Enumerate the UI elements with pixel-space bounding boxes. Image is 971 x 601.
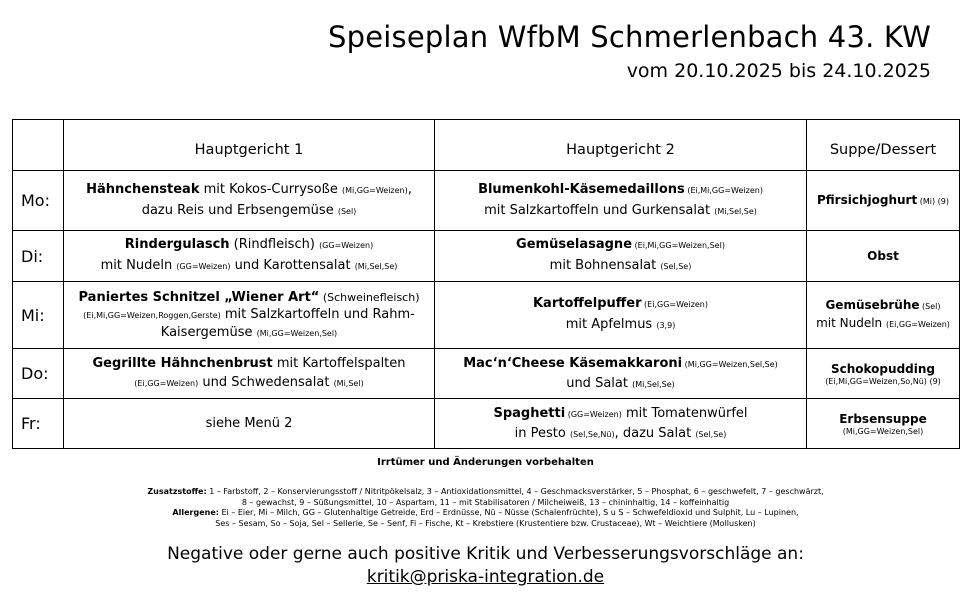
allergen-code: (Mi) — [917, 196, 938, 206]
allergens-text: Ses – Sesam, So – Soja, Sel – Sellerie, Se – Senf, Fi – Fische, Kt – Krebstiere (Krustentiere bzw. Crustaceae), Wt – Weichtiere (Mollusken) — [215, 518, 756, 528]
page-title: Speiseplan WfbM Schmerlenbach 43. KW — [328, 20, 931, 54]
allergen-code: (GG=Weizen) — [319, 241, 374, 250]
dish-name: Blumenkohl-Käsemedaillons — [478, 181, 685, 197]
main1-cell — [64, 399, 435, 449]
additive-code: (9) — [937, 196, 949, 206]
allergen-code: (GG=Weizen) — [565, 409, 622, 419]
header-main2: Hauptgericht 2 — [435, 120, 807, 171]
additives-text: 8 – gewachst, 9 – Süßungsmittel, 10 – Aspartam, 11 – mit Stabilisatoren / Milcheiweiß, 13 – chininhaltig, 14 – koffeinhaltig — [241, 497, 730, 507]
allergen-code: (Ei,GG=Weizen) — [641, 300, 708, 309]
main2-cell: Spaghetti (GG=Weizen) mit Tomatenwürfel in Pesto (Sel,Se,Nü), dazu Salat (Sel,Se) — [435, 399, 807, 449]
table-header-row — [13, 120, 960, 171]
allergen-code: (Ei,Mi,GG=Weizen,Roggen,Gerste) — [83, 310, 221, 320]
soup-cell — [807, 399, 960, 449]
additive-code: (3,9) — [656, 321, 676, 330]
main2-cell: Kartoffelpuffer (Ei,GG=Weizen) mit Apfelmus (3,9) — [435, 282, 807, 349]
allergen-code: (GG=Weizen) — [176, 262, 231, 271]
dish-name: Gegrillte Hähnchenbrust — [92, 356, 273, 371]
day-label: Fr: — [13, 399, 64, 449]
dish-name: Rindergulasch — [124, 237, 230, 252]
allergen-code: (Mi,GG=Weizen,Sel) — [842, 426, 924, 436]
page-subtitle: vom 20.10.2025 bis 24.10.2025 — [626, 60, 931, 82]
allergen-code: (Mi,Sel,Se) — [714, 206, 757, 216]
day-label: Mo: — [13, 171, 64, 231]
feedback-text: Negative oder gerne auch positive Kritik und Verbesserungsvorschläge an: — [167, 544, 804, 564]
allergens-label: Allergene: — [172, 508, 219, 517]
allergen-code: (Mi,Sel,Se) — [354, 262, 398, 271]
main2-cell: Gemüselasagne (Ei,Mi,GG=Weizen,Sel) mit Bohnensalat (Sel,Se) — [435, 231, 807, 282]
allergen-code: (Sel) — [919, 302, 941, 311]
allergen-code: (Sel,Se) — [695, 429, 727, 439]
soup-cell — [807, 171, 960, 231]
dish-name: Pfirsichjoghurt — [816, 192, 918, 207]
allergen-code: (Mi,GG=Weizen,Sel) — [256, 328, 338, 338]
day-label: Mi: — [13, 282, 64, 349]
additives-text: 1 – Farbstoff, 2 – Konservierungsstoff / Nitritpökelsalz, 3 – Antioxidationsmittel, 4 – Geschmacksverstärker, 5 – Phosphat, 6 – geschwefelt, 7 – geschwärzt, — [206, 487, 824, 496]
allergen-code: (Sel,Se,Nü) — [569, 429, 615, 439]
allergen-code: (Sel) — [337, 206, 357, 216]
soup-cell — [807, 349, 960, 399]
dish-name: Spaghetti — [493, 405, 566, 421]
allergen-code: (Ei,Mi,GG=Weizen,Sel) — [632, 241, 725, 250]
header-day-cell — [13, 120, 64, 171]
day-label: Do: — [13, 349, 64, 399]
main2-cell: Blumenkohl-Käsemedaillons (Ei,Mi,GG=Weizen) mit Salzkartoffeln und Gurkensalat (Mi,Sel,Se) — [435, 171, 807, 231]
allergen-code: (Ei,GG=Weizen) — [885, 320, 950, 329]
dish-text: siehe Menü 2 — [205, 415, 293, 431]
soup-cell: Gemüsebrühe (Sel) mit Nudeln (Ei,GG=Weizen) — [807, 282, 960, 349]
main1-cell: Paniertes Schnitzel „Wiener Art“ (Schweinefleisch) (Ei,Mi,GG=Weizen,Roggen,Gerste) mit Salzkartoffeln und Rahm- Kaisergemüse (Mi,GG=Weizen,Sel) — [64, 282, 435, 349]
feedback-email-link[interactable]: kritik@priska-integration.de — [366, 567, 605, 587]
disclaimer: Irrtümer und Änderungen vorbehalten — [377, 457, 594, 468]
day-label: Di: — [13, 231, 64, 282]
feedback-section — [0, 543, 971, 589]
allergen-code: (Mi,GG=Weizen) — [341, 185, 408, 195]
table-row-wednesday — [13, 282, 960, 349]
dish-name: Gemüselasagne — [516, 237, 633, 252]
allergen-code: (Ei,GG=Weizen) — [134, 379, 199, 388]
soup-cell — [807, 231, 960, 282]
allergen-code: (Mi,Sel) — [333, 379, 364, 388]
allergen-code: (Sel,Se) — [660, 262, 692, 271]
allergen-code: (Mi,GG=Weizen,Sel,Se) — [682, 359, 778, 369]
main1-cell: Hähnchensteak mit Kokos-Currysoße (Mi,GG=Weizen), dazu Reis und Erbsengemüse (Sel) — [64, 171, 435, 231]
allergen-code: (Mi,Sel,Se) — [632, 379, 675, 389]
header-soup: Suppe/Dessert — [807, 120, 960, 171]
table-row-friday — [13, 399, 960, 449]
footnotes — [0, 487, 971, 529]
menu-table — [12, 119, 960, 449]
dish-name: Gemüsebrühe — [825, 298, 920, 312]
additives-label: Zusatzstoffe: — [147, 487, 207, 496]
main1-cell: Rindergulasch (Rindfleisch) (GG=Weizen) mit Nudeln (GG=Weizen) und Karottensalat (Mi,Sel,Se) — [64, 231, 435, 282]
dish-name: Mac‘n‘Cheese Käsemakkaroni — [463, 355, 683, 371]
dish-name: Schokopudding — [830, 361, 935, 376]
table-row-monday — [13, 171, 960, 231]
table-row-tuesday — [13, 231, 960, 282]
main2-cell: Mac‘n‘Cheese Käsemakkaroni (Mi,GG=Weizen,Sel,Se) und Salat (Mi,Sel,Se) — [435, 349, 807, 399]
dish-name: Erbsensuppe — [839, 411, 927, 426]
dish-name: Paniertes Schnitzel „Wiener Art“ — [78, 289, 320, 305]
table-row-thursday — [13, 349, 960, 399]
dish-name: Kartoffelpuffer — [532, 296, 642, 311]
main1-cell: Gegrillte Hähnchenbrust mit Kartoffelspalten (Ei,GG=Weizen) und Schwedensalat (Mi,Sel) — [64, 349, 435, 399]
dish-name: Hähnchensteak — [86, 181, 200, 197]
allergens-text: Ei – Eier, Mi – Milch, GG – Glutenhaltige Getreide, Erd – Erdnüsse, Nü – Nüsse (Schalenfrüchte), S u S – Schwefeldioxid und Sulphit, Lu – Lupinen, — [218, 508, 799, 517]
allergen-code: (Ei,Mi,GG=Weizen) — [684, 185, 763, 195]
header-main1: Hauptgericht 1 — [64, 120, 435, 171]
dish-name: Obst — [867, 249, 899, 263]
allergen-code: (Ei,Mi,GG=Weizen,So,Nü) (9) — [825, 376, 941, 386]
